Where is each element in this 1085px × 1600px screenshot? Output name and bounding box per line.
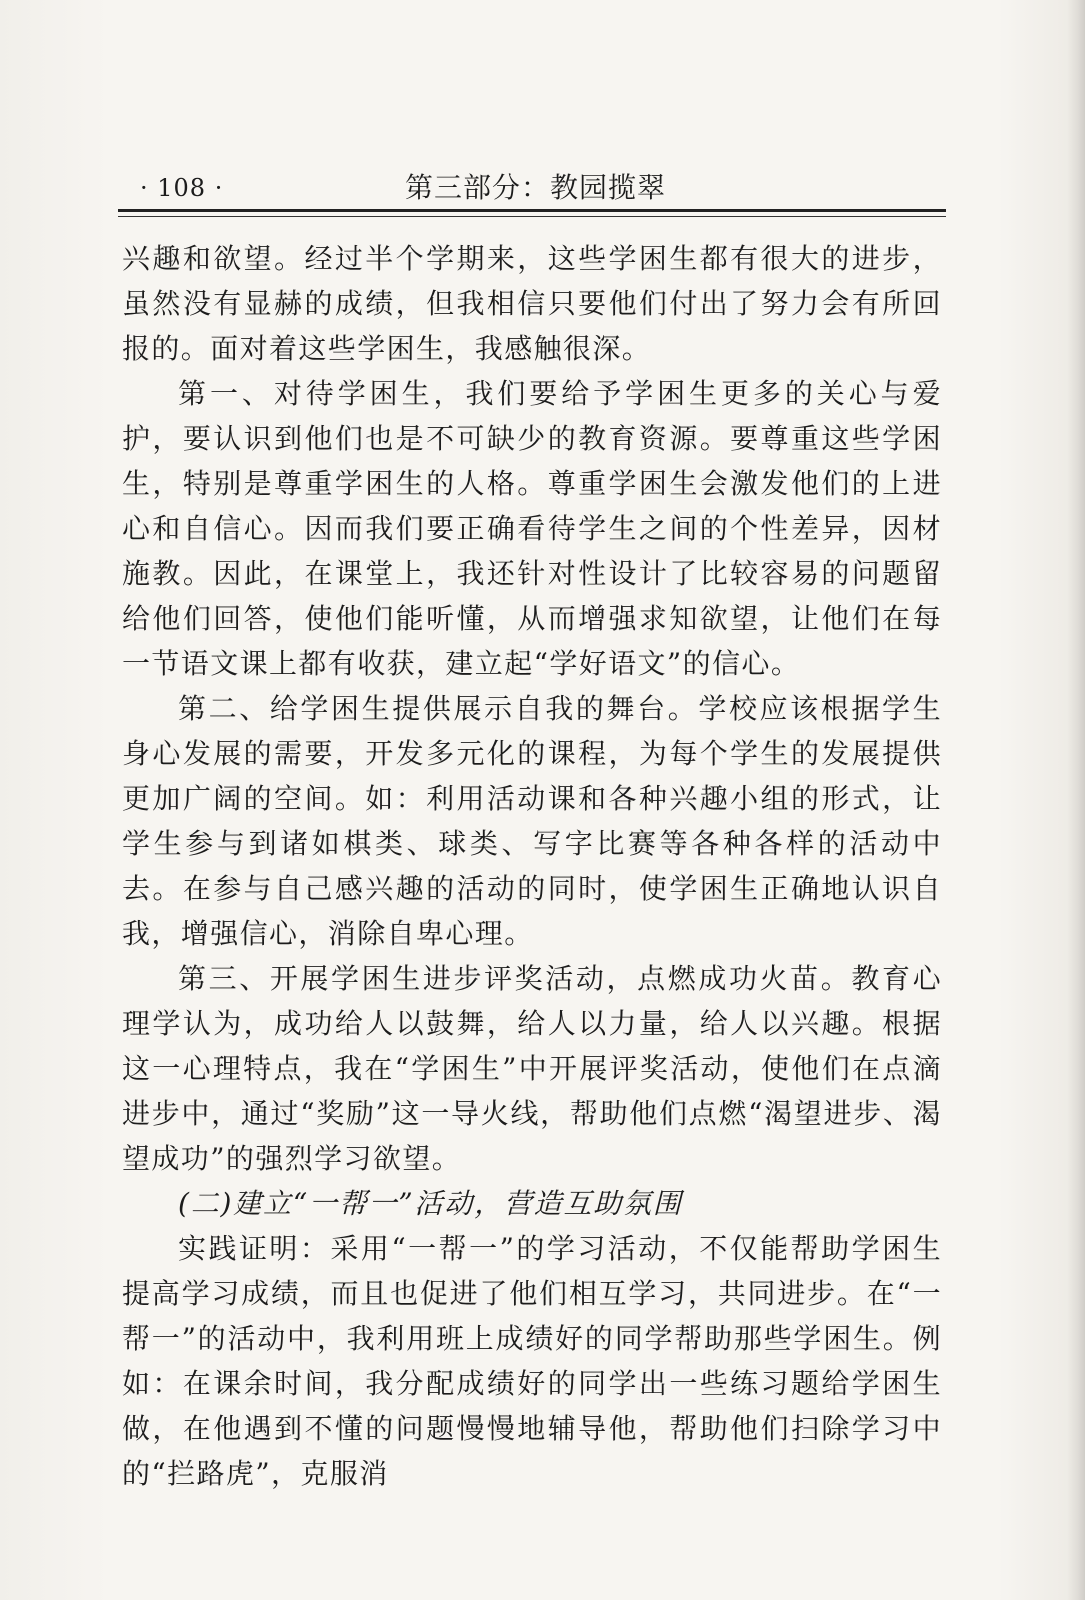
- paragraph-third-point: 第三、开展学困生进步评奖活动，点燃成功火苗。教育心理学认为，成功给人以鼓舞，给人以力量，给人以兴趣。根据这一心理特点，我在“学困生”中开展评奖活动，使他们在点滴进步中，通过“奖励”这一导火线，帮助他们点燃“渴望进步、渴望成功”的强烈学习欲望。: [122, 962, 942, 1175]
- body-text: [122, 236, 942, 1496]
- section-subheading: (二)建立“一帮一”活动，营造互助氛围: [178, 1187, 683, 1220]
- scan-shadow-edge: [1067, 0, 1085, 1600]
- paragraph-continued: 兴趣和欲望。经过半个学期来，这些学困生都有很大的进步，虽然没有显赫的成绩，但我相信只要他们付出了努力会有所回报的。面对着这些学困生，我感触很深。: [122, 242, 942, 365]
- paragraph-second-point: 第二、给学困生提供展示自我的舞台。学校应该根据学生身心发展的需要，开发多元化的课程，为每个学生的发展提供更加广阔的空间。如：利用活动课和各种兴趣小组的形式，让学生参与到诸如棋类、球类、写字比赛等各种各样的活动中去。在参与自己感兴趣的活动的同时，使学困生正确地认识自我，增强信心，消除自卑心理。: [122, 692, 942, 950]
- paragraph-practice: 实践证明：采用“一帮一”的学习活动，不仅能帮助学困生提高学习成绩，而且也促进了他们相互学习，共同进步。在“一帮一”的活动中，我利用班上成绩好的同学帮助那些学困生。例如：在课余时间，我分配成绩好的同学出一些练习题给学困生做，在他遇到不懂的问题慢慢地辅导他，帮助他们扫除学习中的“拦路虎”，克服消: [122, 1232, 942, 1490]
- page-header: [122, 160, 942, 210]
- running-title: 第三部分：教园揽翠: [405, 171, 667, 204]
- header-rule-thick: [118, 209, 946, 212]
- paragraph-first-point: 第一、对待学困生，我们要给予学困生更多的关心与爱护，要认识到他们也是不可缺少的教育资源。要尊重这些学困生，特别是尊重学困生的人格。尊重学困生会激发他们的上进心和自信心。因而我们要正确看待学生之间的个性差异，因材施教。因此，在课堂上，我还针对性设计了比较容易的问题留给他们回答，使他们能听懂，从而增强求知欲望，让他们在每一节语文课上都有收获，建立起“学好语文”的信心。: [122, 377, 942, 680]
- header-rule-thin: [118, 216, 946, 217]
- page-number: · 108 ·: [140, 174, 224, 202]
